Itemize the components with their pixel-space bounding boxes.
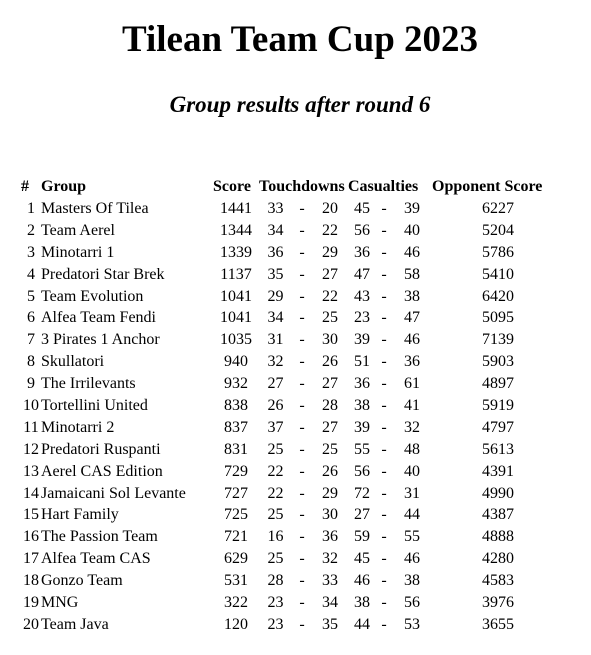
row-touchdowns-for: 34 [267,309,284,327]
table-row [21,373,564,395]
table-row [21,307,564,329]
row-touchdowns-for: 29 [267,287,284,305]
row-touchdowns-separator: - [299,265,305,283]
row-casualties-against: 32 [404,418,420,436]
row-score: 831 [224,440,248,458]
row-score: 1137 [220,265,252,283]
row-casualties-for: 36 [354,375,370,393]
row-casualties-against: 38 [404,287,420,305]
row-group-name: Gonzo Team [41,572,123,590]
table-row [21,504,564,526]
row-casualties-separator: - [381,462,387,480]
row-casualties-separator: - [381,593,387,611]
row-casualties-against: 58 [404,265,420,283]
row-casualties-for: 56 [354,462,370,480]
row-touchdowns-separator: - [299,528,305,546]
row-opponent-score: 5095 [482,309,514,327]
row-touchdowns-for: 26 [267,396,284,414]
row-opponent-score: 4888 [482,528,514,546]
row-opponent-score: 5903 [482,353,514,371]
row-rank: 19 [23,593,39,611]
row-touchdowns-separator: - [299,287,305,305]
row-touchdowns-against: 25 [322,309,338,327]
row-casualties-against: 31 [404,484,420,502]
row-casualties-against: 55 [404,528,420,546]
row-score: 120 [224,615,248,633]
row-casualties-for: 39 [354,331,370,349]
row-touchdowns-separator: - [299,484,305,502]
row-rank: 4 [27,265,35,283]
row-casualties-separator: - [381,550,387,568]
row-touchdowns-separator: - [299,243,305,261]
row-touchdowns-against: 25 [322,440,338,458]
row-group-name: Predatori Ruspanti [41,440,161,458]
row-casualties-separator: - [381,265,387,283]
row-group-name: MNG [41,593,79,611]
table-row [21,220,564,242]
row-casualties-separator: - [381,418,387,436]
row-casualties-for: 45 [354,550,370,568]
row-casualties-for: 45 [354,199,370,217]
row-group-name: Predatori Star Brek [41,265,165,283]
row-touchdowns-for: 28 [267,572,284,590]
table-row [21,351,564,373]
row-opponent-score: 4990 [482,484,514,502]
row-touchdowns-separator: - [299,440,305,458]
page-subtitle: Group results after round 6 [169,92,431,117]
row-touchdowns-for: 25 [267,506,284,524]
row-group-name: Aerel CAS Edition [41,462,163,480]
header-touchdowns: Touchdowns [259,178,345,195]
table-row [21,614,564,636]
row-touchdowns-separator: - [299,221,305,239]
table-row [21,461,564,483]
table-row [21,395,564,417]
row-group-name: 3 Pirates 1 Anchor [41,331,160,349]
row-touchdowns-for: 22 [267,462,284,480]
row-group-name: Masters Of Tilea [41,199,149,217]
row-casualties-against: 38 [404,572,420,590]
row-rank: 2 [27,221,35,239]
table-row [21,483,564,505]
header-opponent-score: Opponent Score [432,178,543,195]
row-score: 838 [224,396,248,414]
row-score: 1344 [220,221,252,239]
row-casualties-against: 46 [404,243,420,261]
row-casualties-for: 56 [354,221,370,239]
row-casualties-against: 53 [404,615,420,633]
row-casualties-for: 72 [354,484,370,502]
row-casualties-separator: - [381,353,387,371]
row-score: 531 [224,572,248,590]
row-casualties-separator: - [381,199,387,217]
row-casualties-separator: - [381,243,387,261]
row-casualties-for: 51 [354,353,370,371]
row-casualties-for: 36 [354,243,370,261]
row-rank: 3 [27,243,35,261]
row-casualties-for: 27 [354,506,370,524]
row-rank: 12 [23,440,39,458]
table-row [21,592,564,614]
row-group-name: Team Evolution [41,287,144,305]
row-casualties-separator: - [381,396,387,414]
row-score: 1339 [220,243,252,261]
row-group-name: Minotarri 1 [41,243,115,261]
row-group-name: Minotarri 2 [41,418,115,436]
row-casualties-for: 55 [354,440,370,458]
header-group: Group [41,178,87,195]
row-opponent-score: 5204 [482,221,514,239]
row-touchdowns-for: 23 [267,615,284,633]
row-touchdowns-for: 36 [267,243,284,261]
row-opponent-score: 6227 [482,199,514,217]
row-score: 725 [224,506,248,524]
row-casualties-against: 46 [404,550,420,568]
row-touchdowns-for: 25 [267,550,284,568]
row-opponent-score: 5410 [482,265,514,283]
row-opponent-score: 4797 [482,418,514,436]
row-casualties-against: 36 [404,353,420,371]
row-touchdowns-against: 34 [322,593,338,611]
row-casualties-against: 47 [404,309,420,327]
row-opponent-score: 3976 [482,593,514,611]
row-group-name: Alfea Team Fendi [41,309,156,327]
row-touchdowns-for: 23 [267,593,284,611]
row-touchdowns-against: 22 [322,287,338,305]
row-casualties-for: 59 [354,528,370,546]
row-rank: 13 [23,462,39,480]
row-casualties-against: 41 [404,396,420,414]
row-casualties-separator: - [381,440,387,458]
row-rank: 17 [23,550,39,568]
table-row [21,526,564,548]
row-group-name: Team Aerel [41,221,115,239]
row-casualties-for: 38 [354,396,370,414]
row-score: 837 [224,418,248,436]
row-touchdowns-for: 32 [267,353,284,371]
row-touchdowns-separator: - [299,462,305,480]
row-rank: 18 [23,572,39,590]
header-casualties: Casualties [348,178,419,195]
row-casualties-for: 47 [354,265,370,283]
row-group-name: The Passion Team [41,528,158,546]
row-rank: 16 [23,528,39,546]
row-casualties-for: 44 [354,615,370,633]
row-touchdowns-against: 22 [322,221,338,239]
row-touchdowns-against: 26 [322,462,338,480]
row-casualties-for: 46 [354,572,370,590]
row-casualties-separator: - [381,506,387,524]
row-casualties-against: 40 [404,462,420,480]
row-rank: 15 [23,506,39,524]
row-casualties-for: 43 [354,287,370,305]
row-opponent-score: 7139 [482,331,514,349]
row-score: 1041 [220,309,252,327]
table-row [21,198,564,220]
row-group-name: Alfea Team CAS [41,550,151,568]
row-casualties-against: 61 [404,375,420,393]
row-touchdowns-separator: - [299,615,305,633]
row-casualties-separator: - [381,287,387,305]
row-casualties-separator: - [381,572,387,590]
row-touchdowns-against: 26 [322,353,338,371]
row-touchdowns-against: 27 [322,265,338,283]
row-touchdowns-separator: - [299,572,305,590]
row-group-name: Hart Family [41,506,119,524]
row-touchdowns-separator: - [299,593,305,611]
row-casualties-for: 39 [354,418,370,436]
row-casualties-separator: - [381,221,387,239]
table-row [21,548,564,570]
row-casualties-against: 48 [404,440,420,458]
row-opponent-score: 4391 [482,462,514,480]
row-touchdowns-against: 30 [322,506,338,524]
row-rank: 1 [27,199,35,217]
row-touchdowns-for: 25 [267,440,284,458]
row-rank: 10 [23,396,39,414]
row-group-name: Jamaicani Sol Levante [41,484,186,502]
row-touchdowns-separator: - [299,331,305,349]
row-score: 1041 [220,287,252,305]
row-touchdowns-separator: - [299,309,305,327]
row-opponent-score: 5786 [482,243,514,261]
row-score: 1441 [220,199,252,217]
table-row [21,329,564,351]
page-title: Tilean Team Cup 2023 [121,19,479,60]
row-touchdowns-against: 33 [322,572,338,590]
row-touchdowns-for: 16 [267,528,284,546]
row-touchdowns-for: 33 [267,199,284,217]
row-touchdowns-separator: - [299,396,305,414]
row-touchdowns-separator: - [299,550,305,568]
row-rank: 7 [27,331,35,349]
row-opponent-score: 3655 [482,615,514,633]
results-body [21,198,564,636]
row-opponent-score: 4897 [482,375,514,393]
table-row [21,417,564,439]
row-touchdowns-for: 35 [267,265,284,283]
row-touchdowns-separator: - [299,506,305,524]
row-touchdowns-separator: - [299,418,305,436]
row-touchdowns-for: 37 [267,418,284,436]
row-casualties-separator: - [381,615,387,633]
table-row [21,286,564,308]
row-touchdowns-for: 31 [267,331,284,349]
table-row [21,242,564,264]
row-casualties-against: 40 [404,221,420,239]
row-opponent-score: 4583 [482,572,514,590]
row-touchdowns-separator: - [299,353,305,371]
row-score: 721 [224,528,248,546]
row-casualties-separator: - [381,375,387,393]
row-group-name: The Irrilevants [41,375,136,393]
row-casualties-against: 46 [404,331,420,349]
row-rank: 9 [27,375,35,393]
row-casualties-against: 39 [404,199,420,217]
row-opponent-score: 4280 [482,550,514,568]
row-group-name: Skullatori [41,353,105,371]
row-touchdowns-for: 34 [267,221,284,239]
row-rank: 11 [23,418,39,436]
row-score: 932 [224,375,248,393]
row-casualties-for: 23 [354,309,370,327]
row-touchdowns-for: 27 [267,375,284,393]
row-score: 729 [224,462,248,480]
row-opponent-score: 4387 [482,506,514,524]
row-rank: 14 [23,484,39,502]
row-touchdowns-against: 27 [322,418,338,436]
row-opponent-score: 6420 [482,287,514,305]
row-rank: 20 [23,615,39,633]
row-casualties-separator: - [381,528,387,546]
table-row [21,570,564,592]
table-row [21,439,564,461]
row-touchdowns-against: 35 [322,615,338,633]
results-table [21,176,564,636]
table-header-row [21,176,564,198]
row-touchdowns-against: 30 [322,331,338,349]
row-rank: 8 [27,353,35,371]
row-group-name: Team Java [41,615,109,633]
row-touchdowns-against: 28 [322,396,338,414]
row-score: 322 [224,593,248,611]
row-touchdowns-against: 32 [322,550,338,568]
row-casualties-against: 44 [404,506,420,524]
row-casualties-separator: - [381,484,387,502]
row-touchdowns-separator: - [299,375,305,393]
row-casualties-separator: - [381,331,387,349]
row-casualties-for: 38 [354,593,370,611]
row-rank: 5 [27,287,35,305]
table-row [21,264,564,286]
row-opponent-score: 5613 [482,440,514,458]
row-touchdowns-separator: - [299,199,305,217]
row-score: 629 [224,550,248,568]
row-score: 1035 [220,331,252,349]
row-touchdowns-against: 36 [322,528,338,546]
header-score: Score [213,178,251,195]
row-touchdowns-against: 27 [322,375,338,393]
row-touchdowns-against: 29 [322,243,338,261]
row-touchdowns-against: 20 [322,199,338,217]
header-rank: # [21,178,29,195]
row-rank: 6 [27,309,35,327]
row-casualties-separator: - [381,309,387,327]
row-score: 940 [224,353,248,371]
row-touchdowns-for: 22 [267,484,284,502]
row-opponent-score: 5919 [482,396,514,414]
row-casualties-against: 56 [404,593,420,611]
row-touchdowns-against: 29 [322,484,338,502]
row-group-name: Tortellini United [41,396,148,414]
row-score: 727 [224,484,248,502]
